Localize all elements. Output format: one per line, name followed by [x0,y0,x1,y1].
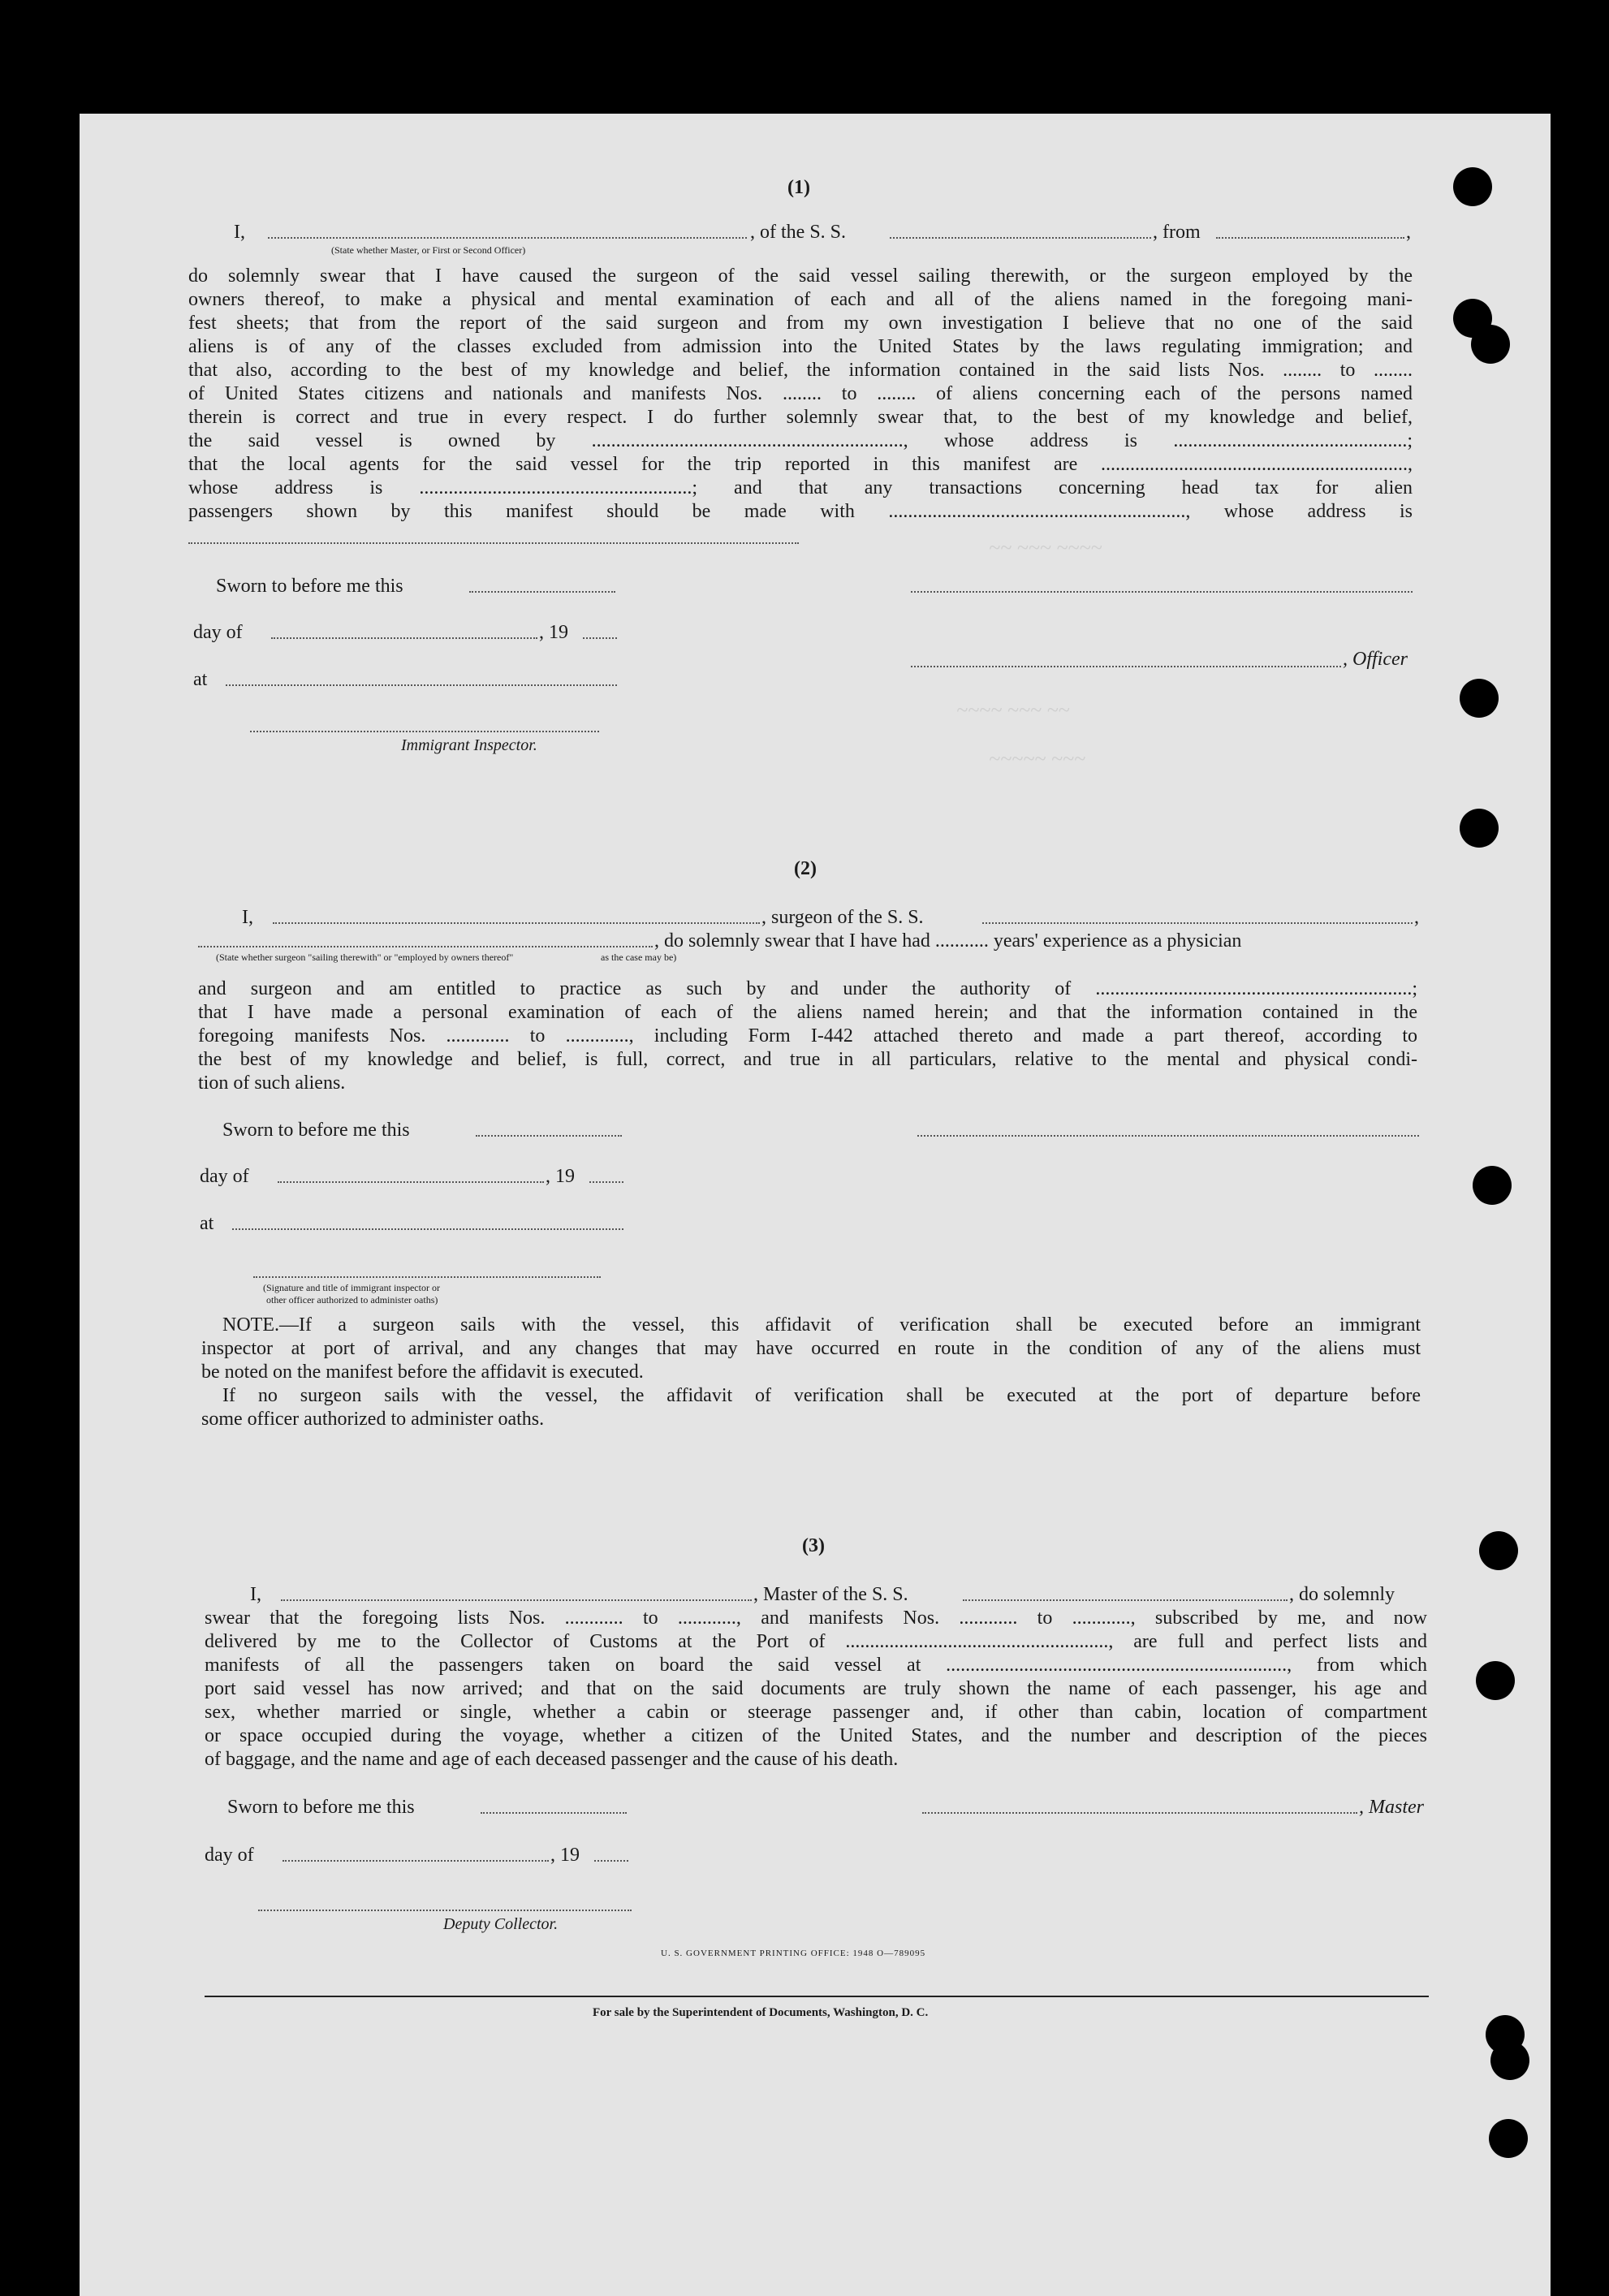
note-line: inspector at port of arrival, and any changes that may have occurred en route in the condition of any of the aliens must [201,1338,1421,1359]
punch-hole [1460,679,1499,718]
sworn-day-field[interactable] [481,1812,627,1814]
oath-line: tion of such aliens. [198,1072,346,1094]
i-label: I, [234,222,245,243]
day-of-label: day of [193,622,243,643]
oath-line: sex, whether married or single, whether a cabin or steerage passenger and, if other than cabin, location of compartment [205,1702,1427,1723]
punch-hole [1471,325,1510,364]
from-port-field[interactable] [1216,237,1404,239]
section-2-heading: (2) [794,858,817,879]
punch-hole [1453,167,1492,206]
swear-line: , do solemnly swear that I have had ........... years' experience as a physician [654,930,1242,952]
oath-line: aliens is of any of the classes excluded from admission into the United States by the laws regulating immigration; and [188,336,1413,357]
inspector-signature-field[interactable] [250,731,599,732]
bleed-through-marks: ~~~~ ~~~ ~~ [956,698,1070,722]
sworn-label: Sworn to before me this [227,1797,415,1818]
officer-hint: (State whether Master, or First or Second Officer) [331,244,526,256]
punch-hole [1460,809,1499,848]
i-label: I, [250,1584,261,1605]
officer-name-field[interactable] [268,237,747,239]
oath-line: port said vessel has now arrived; and that on the said documents are truly shown the name of each passenger, his age and [205,1678,1427,1699]
oath-line: manifests of all the passengers taken on board the said vessel at ......................................................................, from which [205,1655,1427,1676]
sworn-day-field[interactable] [469,591,615,593]
bleed-through-marks: ~~ ~~~ ~~~~ [989,536,1102,559]
oath-line: delivered by me to the Collector of Customs at the Port of ......................................................, are full and perfect lists and [205,1631,1427,1652]
comma: , [1406,222,1411,243]
immigrant-inspector-label: Immigrant Inspector. [401,736,537,754]
deputy-collector-label: Deputy Collector. [443,1915,559,1933]
oath-line: therein is correct and true in every respect. I do further solemnly swear that, to the best of my knowledge and belief, [188,407,1413,428]
signature-hint: other officer authorized to administer oaths) [266,1294,438,1306]
of-ss-label: , of the S. S. [750,222,847,243]
sworn-label: Sworn to before me this [216,576,403,597]
oath-line: do solemnly swear that I have caused the surgeon of the said vessel sailing therewith, or the surgeon employed by the [188,265,1413,287]
section-3-heading: (3) [802,1535,825,1556]
oath-line: that I have made a personal examination of each of the aliens named herein; and that the information contained in the [198,1002,1417,1023]
year-field[interactable] [589,1181,623,1183]
month-field[interactable] [271,637,537,639]
agent-address-field[interactable] [188,542,799,544]
sale-notice: For sale by the Superintendent of Documents, Washington, D. C. [593,2006,929,2019]
oath-line: foregoing manifests Nos. ............. to ............., including Form I-442 attached thereto and made a part thereof, according to [198,1025,1417,1047]
officer-signature-field[interactable] [911,591,1413,593]
at-place-field[interactable] [226,684,617,686]
note-line: If no surgeon sails with the vessel, the affidavit of verification shall be executed at the port of departure before [222,1385,1421,1406]
surgeon-hint: as the case may be) [601,952,677,963]
surgeon-status-field[interactable] [198,946,653,947]
officer-title-field[interactable] [911,666,1341,667]
oath-line: passengers shown by this manifest should be made with ............................................................., whose address is [188,501,1413,522]
oath-line: the said vessel is owned by ................................................................, whose address is ................................................; [188,430,1413,451]
deputy-collector-signature-field[interactable] [258,1910,632,1911]
year-label: , 19 [539,622,568,643]
bleed-through-marks: ~~~~~ ~~~ [989,747,1086,770]
punch-hole [1473,1166,1512,1205]
note-text: —If a surgeon sails with the vessel, this affidavit of verification shall be executed before an immigrant [278,1314,1421,1336]
year-field[interactable] [594,1860,628,1862]
surgeon-vessel-field[interactable] [982,922,1413,924]
footer-rule [205,1996,1429,1997]
do-solemnly-label: , do solemnly [1289,1584,1395,1605]
punch-hole [1490,2041,1529,2080]
oath-line: the best of my knowledge and belief, is full, correct, and true in all particulars, relative to the mental and physical condi- [198,1049,1417,1070]
month-field[interactable] [278,1181,544,1183]
signature-hint: (Signature and title of immigrant inspector or [263,1282,440,1293]
oath-line: that the local agents for the said vessel for the trip reported in this manifest are ..............................................................., [188,454,1413,475]
surgeon-signature-field[interactable] [917,1135,1419,1137]
note-line: be noted on the manifest before the affidavit is executed. [201,1362,644,1383]
oath-line: that also, according to the best of my knowledge and belief, the information contained in the said lists Nos. ........ to ........ [188,360,1413,381]
punch-hole [1479,1531,1518,1570]
note-line: some officer authorized to administer oaths. [201,1409,545,1430]
master-name-field[interactable] [281,1599,752,1601]
surgeon-name-field[interactable] [273,922,760,924]
note-line [222,1315,1421,1335]
year-label: , 19 [546,1166,575,1187]
sworn-label: Sworn to before me this [222,1120,410,1141]
vessel-name-field[interactable] [890,237,1151,239]
year-label: , 19 [550,1845,580,1866]
year-field[interactable] [583,637,617,639]
at-label: at [193,669,208,690]
punch-hole [1489,2119,1528,2158]
oath-line: of baggage, and the name and age of each deceased passenger and the cause of his death. [205,1749,899,1770]
surgeon-hint: (State whether surgeon "sailing therewith" or "employed by owners thereof" [216,952,514,963]
note-label: NOTE. [222,1314,279,1336]
master-signature-field[interactable] [922,1812,1357,1814]
comma: , [1414,907,1419,928]
at-place-field[interactable] [232,1228,623,1230]
day-of-label: day of [200,1166,249,1187]
gpo-imprint: U. S. GOVERNMENT PRINTING OFFICE: 1948 O—789095 [661,1949,926,1958]
month-field[interactable] [283,1860,549,1862]
from-label: , from [1153,222,1201,243]
oath-line: of United States citizens and nationals and manifests Nos. ........ to ........ of aliens concerning each of the persons named [188,383,1413,404]
oath-line: whose address is ........................................................; and that any transactions concerning head tax for alien [188,477,1413,498]
master-label: , Master [1359,1797,1424,1818]
oath-line: and surgeon and am entitled to practice as such by and under the authority of .................................................................; [198,978,1417,999]
master-vessel-field[interactable] [963,1599,1288,1601]
i-label: I, [242,907,253,928]
surgeon-of-label: , surgeon of the S. S. [761,907,924,928]
oath-line: swear that the foregoing lists Nos. ............ to ............, and manifests Nos. ............ to ............, subscribed by me, and now [205,1608,1427,1629]
at-label: at [200,1213,214,1234]
sworn-day-field[interactable] [476,1135,622,1137]
oath-line: owners thereof, to make a physical and mental examination of each and all of the aliens named in the foregoing mani- [188,289,1413,310]
day-of-label: day of [205,1845,254,1866]
section-1-heading: (1) [787,177,810,198]
oath-line: or space occupied during the voyage, whether a citizen of the United States, and the number and description of the pieces [205,1725,1427,1746]
administering-officer-signature-field[interactable] [253,1276,601,1278]
oath-line: fest sheets; that from the report of the said surgeon and from my own investigation I believe that no one of the said [188,313,1413,334]
punch-hole [1476,1661,1515,1700]
form-page [80,114,1551,2296]
officer-label: , Officer [1343,649,1408,670]
master-of-label: , Master of the S. S. [753,1584,908,1605]
